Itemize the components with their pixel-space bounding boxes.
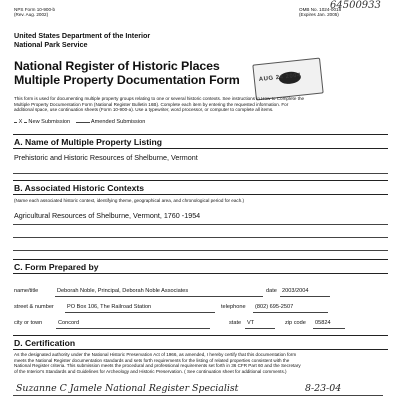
certification-line1: As the designated authority under the National Historic Preservation Act of 1966, as amended, I hereby certify that this documentation form xyxy=(14,352,297,357)
state-underline xyxy=(245,328,275,329)
instructions-line1: This form is used for documenting multiple property groups relating to one or several historic contexts. See instructions in How to Complete the xyxy=(14,96,305,101)
section-b-top-rule xyxy=(13,180,388,181)
form-revision: (Rev. Aug. 2002) xyxy=(14,12,49,17)
street-number-value[interactable]: PO Box 106, The Railroad Station xyxy=(67,304,152,310)
stamp-date: AUG 24 2004 xyxy=(258,72,302,84)
name-title-underline xyxy=(55,296,263,297)
city-town-label: city or town xyxy=(14,320,43,326)
section-b-line3 xyxy=(13,250,388,251)
section-a-heading: A. Name of Multiple Property Listing xyxy=(14,137,163,147)
certification-line3: National Register criteria. This submission meets the procedural and professional requirements set forth in 36 CFR Part 60 and the Secretary xyxy=(14,363,301,368)
section-d-heading: D. Certification xyxy=(14,338,76,348)
name-title-value[interactable]: Deborah Noble, Principal, Deborah Noble Associates xyxy=(57,288,189,294)
expiration-date: (Expires Jan. 2005) xyxy=(299,12,339,17)
form-title-line2: Multiple Property Documentation Form xyxy=(14,73,240,87)
section-c-top-rule xyxy=(13,259,388,260)
section-b-heading-rule xyxy=(13,194,388,195)
instructions-line3: additional space, use continuation sheets (Form 10-900-a). Use a typewriter, word processor, or computer to complete all items. xyxy=(14,107,274,112)
name-title-label: name/title xyxy=(14,288,39,294)
new-submission-checkbox[interactable]: X xyxy=(18,119,23,125)
section-b-line2 xyxy=(13,237,388,238)
agency-service: National Park Service xyxy=(14,40,88,49)
city-town-underline xyxy=(56,328,210,329)
date-underline xyxy=(280,296,330,297)
telephone-label: telephone xyxy=(221,304,246,310)
certification-line2: meets the National Register documentation standards and sets forth requirements for the listing of related properties consistent with the xyxy=(14,357,290,363)
multiple-property-listing-name[interactable]: Prehistoric and Historic Resources of Shelburne, Vermont xyxy=(14,153,198,162)
handwritten-reference-number: 64500933 xyxy=(330,0,381,11)
new-submission-label: New Submission xyxy=(28,119,71,125)
amended-submission-checkbox[interactable] xyxy=(76,122,90,123)
street-number-underline xyxy=(65,312,215,313)
section-a-heading-rule xyxy=(13,148,388,149)
form-number: NPS Form 10-900-b xyxy=(14,7,56,12)
section-b-heading: B. Associated Historic Contexts xyxy=(14,183,145,193)
state-label: state xyxy=(229,320,242,326)
telephone-value[interactable]: (802) 695-2507 xyxy=(255,304,294,310)
state-value[interactable]: VT xyxy=(247,320,255,326)
associated-historic-context[interactable]: Agricultural Resources of Shelburne, Vermont, 1760 -1954 xyxy=(14,211,201,220)
section-b-note: (Name each associated historic context, identifying theme, geographical area, and chronological period for each.) xyxy=(14,198,245,203)
date-value[interactable]: 2003/2004 xyxy=(282,288,309,294)
section-a-bottom-rule xyxy=(13,173,388,174)
omb-number: OMB No. 1024-0018 xyxy=(299,7,342,12)
zip-code-underline xyxy=(313,328,345,329)
submission-type xyxy=(14,119,145,126)
street-number-label: street & number xyxy=(14,304,54,310)
instructions-line2: Multiple Property Documentation Form (National Register Bulletin 16B). Complete each item by entering the requested information. For xyxy=(14,101,289,107)
section-c-heading-rule xyxy=(13,273,388,274)
agency-department: United States Department of the Interior xyxy=(14,31,151,40)
city-town-value[interactable]: Concord xyxy=(58,320,80,326)
section-a-top-rule xyxy=(13,134,388,135)
certification-line4: of the Interior's Standards and Guidelines for Archeology and Historic Preservation. ( See continuation sheet for additional comments.) xyxy=(14,368,287,374)
zip-code-value[interactable]: 05824 xyxy=(315,320,331,326)
section-d-top-rule xyxy=(13,335,388,336)
form-title-line1: National Register of Historic Places xyxy=(14,59,220,73)
amended-submission-label: Amended Submission xyxy=(90,119,146,125)
signature-date[interactable]: 8-23-04 xyxy=(305,383,342,394)
telephone-underline xyxy=(253,312,328,313)
signature-line xyxy=(13,395,383,396)
section-b-line1 xyxy=(13,224,388,225)
date-label: date xyxy=(266,288,277,294)
section-d-heading-rule xyxy=(13,349,388,350)
section-c-heading: C. Form Prepared by xyxy=(14,262,99,272)
zip-code-label: zip code xyxy=(285,320,306,326)
certifying-official-signature[interactable]: Suzanne C Jamele National Register Specialist xyxy=(16,383,239,394)
received-date-stamp xyxy=(252,58,323,101)
